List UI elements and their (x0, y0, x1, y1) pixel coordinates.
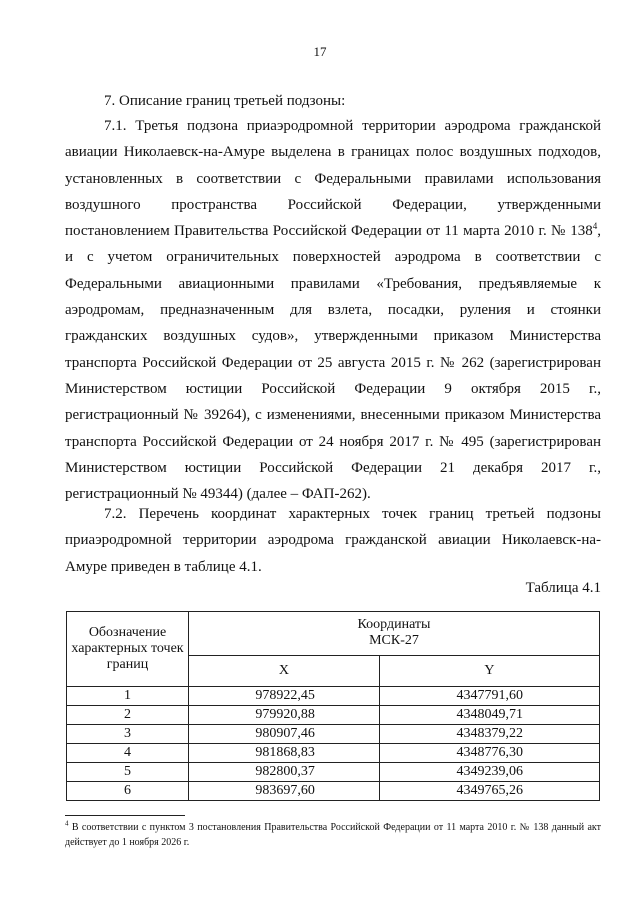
paragraph-7-2: 7.2. Перечень координат характерных точек границ третьей подзоны приаэродромной территории аэродрома гражданской авиации Николаевск-на-Амуре приведен в таблице 4.1. (65, 506, 601, 575)
header-point-designation: Обозначение характерных точек границ (67, 612, 189, 687)
footnote-divider (65, 815, 185, 816)
point-number: 6 (67, 782, 189, 801)
x-coordinate: 982800,37 (189, 763, 380, 782)
table-row (67, 687, 600, 706)
table-row (67, 763, 600, 782)
header-x: X (189, 655, 380, 686)
x-coordinate: 979920,88 (189, 706, 380, 725)
y-coordinate: 4349239,06 (379, 763, 599, 782)
table-caption: Таблица 4.1 (525, 580, 601, 596)
point-number: 3 (67, 725, 189, 744)
y-coordinate: 4348049,71 (379, 706, 599, 725)
y-coordinate: 4347791,60 (379, 687, 599, 706)
x-coordinate: 980907,46 (189, 725, 380, 744)
header-coordinate-system: МСК-27 (369, 633, 419, 649)
x-coordinate: 983697,60 (189, 782, 380, 801)
table-row (67, 706, 600, 725)
paragraph-7-1 (65, 113, 601, 507)
footnote-text: В соответствии с пунктом 3 постановления Правительства Российской Федерации от 11 марта 2010 г. № 138 данный акт действует до 1 ноября 2026 г. (65, 822, 601, 848)
x-coordinate: 978922,45 (189, 687, 380, 706)
footnote-reference[interactable]: 4 (592, 221, 598, 232)
y-coordinate: 4348776,30 (379, 744, 599, 763)
point-number: 2 (67, 706, 189, 725)
point-number: 1 (67, 687, 189, 706)
footnote (65, 820, 601, 850)
coordinates-table (66, 611, 600, 801)
table-row (67, 782, 600, 801)
paragraph-7-1-text-end: , и с учетом ограничительных поверхностей аэродрома в соответствии с Федеральными авиационными правилами «Требования, предъявляемые к аэродромам, предназначенным для взлета, посадки, руления и стоянки гражданских воздушных судов», утвержденными приказом Министерства транспорта Российской Федерации от 25 августа 2015 г. № 262 (зарегистрирован Министерством юстиции Российской Федерации 9 октября 2015 г., регистрационный № 39264), с изменениями, внесенными приказом Министерства транспорта Российской Федерации от 24 ноября 2017 г. № 495 (зарегистрирован Министерством юстиции Российской Федерации 21 декабря 2017 г., регистрационный № 49344) (далее – ФАП-262). (65, 223, 601, 503)
table-row (67, 725, 600, 744)
point-number: 5 (67, 763, 189, 782)
header-coordinates (189, 612, 600, 656)
x-coordinate: 981868,83 (189, 744, 380, 763)
page-number: 17 (313, 44, 327, 59)
y-coordinate: 4348379,22 (379, 725, 599, 744)
paragraph-7-1-text-start: 7.1. Третья подзона приаэродромной территории аэродрома гражданской авиации Николаевск-на-Амуре выделена в границах полос воздушных подходов, установленных в соответствии с Федеральными правилами использования воздушного пространства Российской Федерации, утвержденными постановлением Правительства Российской Федерации от 11 марта 2010 г. № 138 (65, 118, 601, 240)
table-row (67, 744, 600, 763)
point-number: 4 (67, 744, 189, 763)
footnote-marker: 4 (65, 819, 69, 828)
section-heading: 7. Описание границ третьей подзоны: (104, 93, 346, 109)
header-y: Y (379, 655, 599, 686)
y-coordinate: 4349765,26 (379, 782, 599, 801)
header-coordinates-title: Координаты (357, 617, 431, 633)
